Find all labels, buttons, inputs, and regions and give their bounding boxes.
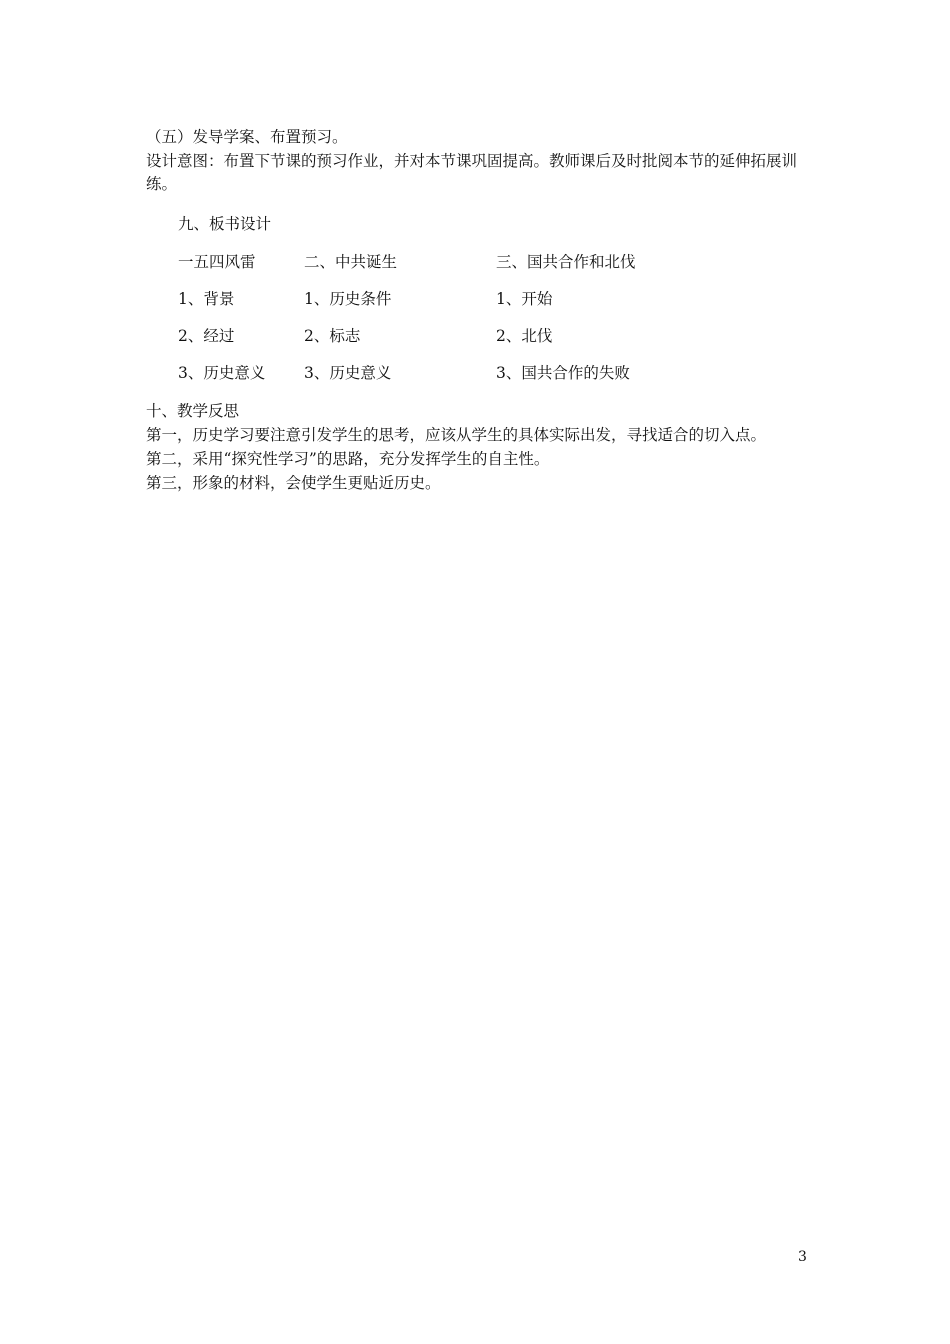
- board-header-2: 二、中共诞生: [304, 253, 398, 271]
- reflection-heading: 十、教学反思: [146, 402, 240, 420]
- board-header-1: 一五四风雷: [178, 253, 256, 271]
- board-design-heading: 九、板书设计: [178, 215, 272, 233]
- board-header-3: 三、国共合作和北伐: [496, 253, 636, 271]
- section-heading: （五）发导学案、布置预习。: [146, 128, 348, 146]
- board-cell: 3、历史意义: [178, 364, 266, 382]
- board-cell: 2、标志: [304, 327, 361, 345]
- board-cell: 1、开始: [496, 290, 553, 308]
- reflection-item: 第三，形象的材料，会使学生更贴近历史。: [146, 474, 441, 492]
- board-cell: 3、历史意义: [304, 364, 392, 382]
- board-cell: 2、北伐: [496, 327, 553, 345]
- board-cell: 3、国共合作的失败: [496, 364, 630, 382]
- board-cell: 1、背景: [178, 290, 235, 308]
- reflection-item: 第二，采用“探究性学习”的思路，充分发挥学生的自主性。: [146, 450, 550, 468]
- page-number: 3: [798, 1249, 807, 1265]
- design-intent-paragraph: 设计意图：布置下节课的预习作业，并对本节课巩固提高。教师课后及时批阅本节的延伸拓展训练。: [146, 152, 798, 193]
- board-cell: 1、历史条件: [304, 290, 392, 308]
- board-cell: 2、经过: [178, 327, 235, 345]
- reflection-item: 第一，历史学习要注意引发学生的思考，应该从学生的具体实际出发，寻找适合的切入点。: [146, 426, 767, 444]
